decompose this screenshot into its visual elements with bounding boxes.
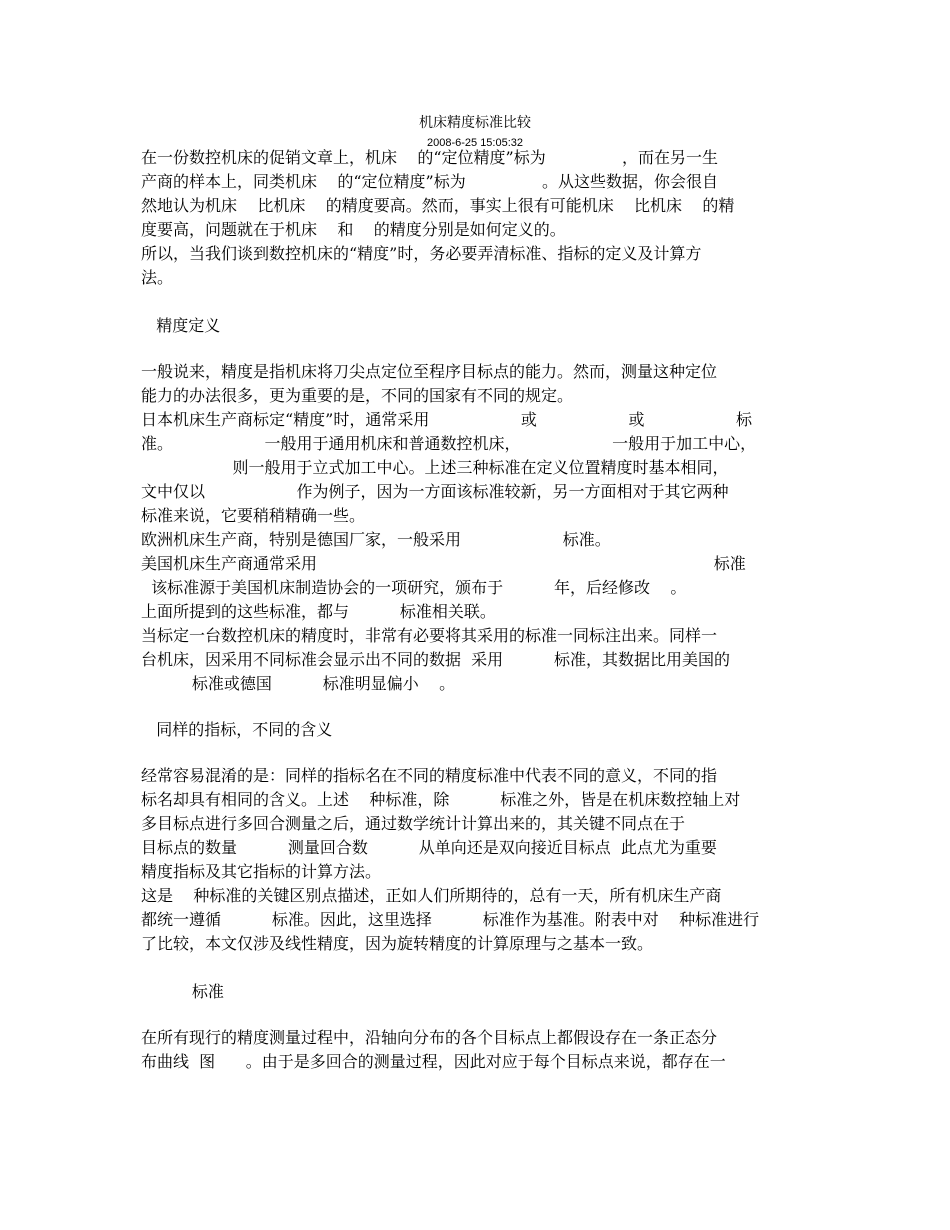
paragraph-line: 文中仅以 作为例子，因为一方面该标准较新，另一方面相对于其它两种	[141, 482, 729, 501]
paragraph-line: 准。 一般用于通用机床和普通数控机床， 一般用于加工中心，	[141, 434, 757, 453]
paragraph-line: 目标点的数量 测量回合数 从单向还是双向接近目标点 此点尤为重要	[141, 838, 717, 857]
paragraph-line: 当标定一台数控机床的精度时，非常有必要将其采用的标准一同标注出来。同样一	[141, 626, 718, 645]
document-date: 2008-6-25 15:05:32	[426, 137, 524, 149]
paragraph-line: 一般说来，精度是指机床将刀尖点定位至程序目标点的能力。然而，测量这种定位	[141, 362, 718, 381]
paragraph-line: 多目标点进行多回合测量之后，通过数学统计计算出来的，其关键不同点在于	[141, 814, 686, 833]
paragraph-line: 然地认为机床 比机床 的精度要高。然而，事实上很有可能机床 比机床 的精	[141, 196, 735, 215]
paragraph-line: 布曲线 图 。由于是多回合的测量过程，因此对应于每个目标点来说，都存在一	[141, 1052, 726, 1071]
paragraph-line: 该标准源于美国机床制造协会的一项研究，颁布于 年，后经修改 。	[141, 578, 687, 597]
paragraph-line: 了比较，本文仅涉及线性精度，因为旋转精度的计算原理与之基本一致。	[141, 934, 654, 953]
paragraph-line: 都统一遵循 标准。因此，这里选择 标准作为基准。附表中对 种标准进行	[141, 910, 760, 929]
paragraph-line: 上面所提到的这些标准，都与 标准相关联。	[141, 602, 496, 621]
paragraph-line: 美国机床生产商通常采用 标准	[141, 554, 746, 573]
paragraph-line: 则一般用于立式加工中心。上述三种标准在定义位置精度时基本相同，	[141, 458, 729, 477]
paragraph-line: 这是 种标准的关键区别点描述，正如人们所期待的，总有一天，所有机床生产商	[141, 886, 722, 905]
section-heading: 同样的指标，不同的含义	[141, 720, 333, 739]
paragraph-line: 欧洲机床生产商，特别是德国厂家，一般采用 标准。	[141, 530, 611, 549]
paragraph-line: 精度指标及其它指标的计算方法。	[141, 862, 382, 881]
paragraph-line: 产商的样本上，同类机床 的“定位精度”标为 。从这些数据，你会很自	[141, 172, 718, 191]
paragraph-line: 台机床，因采用不同标准会显示出不同的数据 采用 标准，其数据比用美国的	[141, 650, 731, 669]
paragraph-line: 在一份数控机床的促销文章上，机床 的“定位精度”标为 ，而在另一生	[141, 148, 718, 167]
paragraph-line: 所以，当我们谈到数控机床的“精度”时，务必要弄清标准、指标的定义及计算方	[141, 244, 702, 263]
paragraph-line: 度要高，问题就在于机床 和 的精度分别是如何定义的。	[141, 220, 566, 239]
section-heading: 精度定义	[141, 316, 221, 335]
paragraph-line: 日本机床生产商标定“精度”时，通常采用 或 或 标	[141, 410, 753, 429]
document-title: 机床精度标准比较	[419, 115, 531, 131]
paragraph-line: 标名却具有相同的含义。上述 种标准，除 标准之外，皆是在机床数控轴上对	[141, 790, 741, 809]
paragraph-line: 能力的办法很多，更为重要的是，不同的国家有不同的规定。	[141, 386, 574, 405]
paragraph-line: 经常容易混淆的是：同样的指标名在不同的精度标准中代表不同的意义，不同的指	[141, 766, 718, 785]
section-heading: 标准	[141, 982, 224, 1001]
paragraph-line: 标准来说，它要稍稍精确一些。	[141, 506, 366, 525]
paragraph-line: 法。	[141, 268, 174, 287]
paragraph-line: 在所有现行的精度测量过程中，沿轴向分布的各个目标点上都假设存在一条正态分	[141, 1028, 718, 1047]
paragraph-line: 标准或德国 标准明显偏小 。	[141, 674, 456, 693]
